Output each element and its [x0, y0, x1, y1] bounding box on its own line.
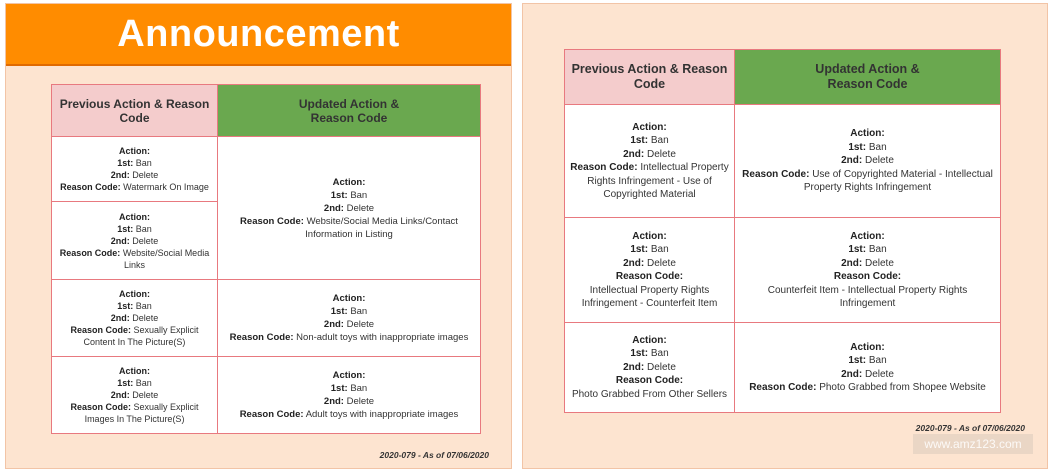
- updated-header: Updated Action & Reason Code: [735, 50, 1001, 105]
- document-footnote: 2020-079 - As of 07/06/2020: [379, 450, 489, 460]
- previous-cell: Action: 1st: Ban 2nd: Delete Reason Code: Sexually Explicit Content In The Picture(S): [52, 280, 218, 357]
- previous-cell: Action: 1st: Ban 2nd: Delete Reason Code: Sexually Explicit Images In The Picture(S): [52, 357, 218, 434]
- updated-cell: Action: 1st: Ban 2nd: Delete Reason Code: Adult toys with inappropriate images: [218, 357, 481, 434]
- updated-cell: Action: 1st: Ban 2nd: Delete Reason Code: Photo Grabbed from Shopee Website: [735, 323, 1001, 413]
- announcement-title: Announcement: [117, 12, 400, 55]
- previous-cell: Action: 1st: Ban 2nd: Delete Reason Code: Photo Grabbed From Other Sellers: [565, 323, 735, 413]
- table-row: [565, 105, 1001, 218]
- reason-code-table-left: [51, 84, 481, 434]
- table-header-row: [52, 85, 481, 137]
- previous-cell: Action: 1st: Ban 2nd: Delete Reason Code: Watermark On Image: [52, 137, 218, 202]
- previous-cell: Action: 1st: Ban 2nd: Delete Reason Code: Intellectual Property Rights Infringement - Use of Copyrighted Material: [565, 105, 735, 218]
- table-row: [565, 323, 1001, 413]
- updated-cell: Action: 1st: Ban 2nd: Delete Reason Code: Use of Copyrighted Material - Intellectual Property Rights Infringement: [735, 105, 1001, 218]
- left-announcement-panel: [5, 3, 512, 469]
- updated-header: Updated Action & Reason Code: [218, 85, 481, 137]
- previous-header: Previous Action & Reason Code: [565, 50, 735, 105]
- document-footnote: 2020-079 - As of 07/06/2020: [915, 423, 1025, 433]
- table-row: [52, 357, 481, 434]
- updated-cell: Action: 1st: Ban 2nd: Delete Reason Code: Non-adult toys with inappropriate images: [218, 280, 481, 357]
- table-row: [52, 280, 481, 357]
- table-header-row: [565, 50, 1001, 105]
- previous-header: Previous Action & Reason Code: [52, 85, 218, 137]
- reason-code-table-right: [564, 49, 1001, 413]
- previous-cell: Action: 1st: Ban 2nd: Delete Reason Code: Intellectual Property Rights Infringement - Counterfeit Item: [565, 218, 735, 323]
- previous-cell: Action: 1st: Ban 2nd: Delete Reason Code: Website/Social Media Links: [52, 202, 218, 280]
- site-watermark: www.amz123.com: [913, 434, 1033, 454]
- updated-cell: Action: 1st: Ban 2nd: Delete Reason Code: Counterfeit Item - Intellectual Property Rights Infringement: [735, 218, 1001, 323]
- right-announcement-panel: [522, 3, 1048, 469]
- table-row: [52, 137, 481, 202]
- updated-cell: Action: 1st: Ban 2nd: Delete Reason Code: Website/Social Media Links/Contact Information in Listing: [218, 137, 481, 280]
- table-row: [565, 218, 1001, 323]
- announcement-banner: [6, 4, 511, 66]
